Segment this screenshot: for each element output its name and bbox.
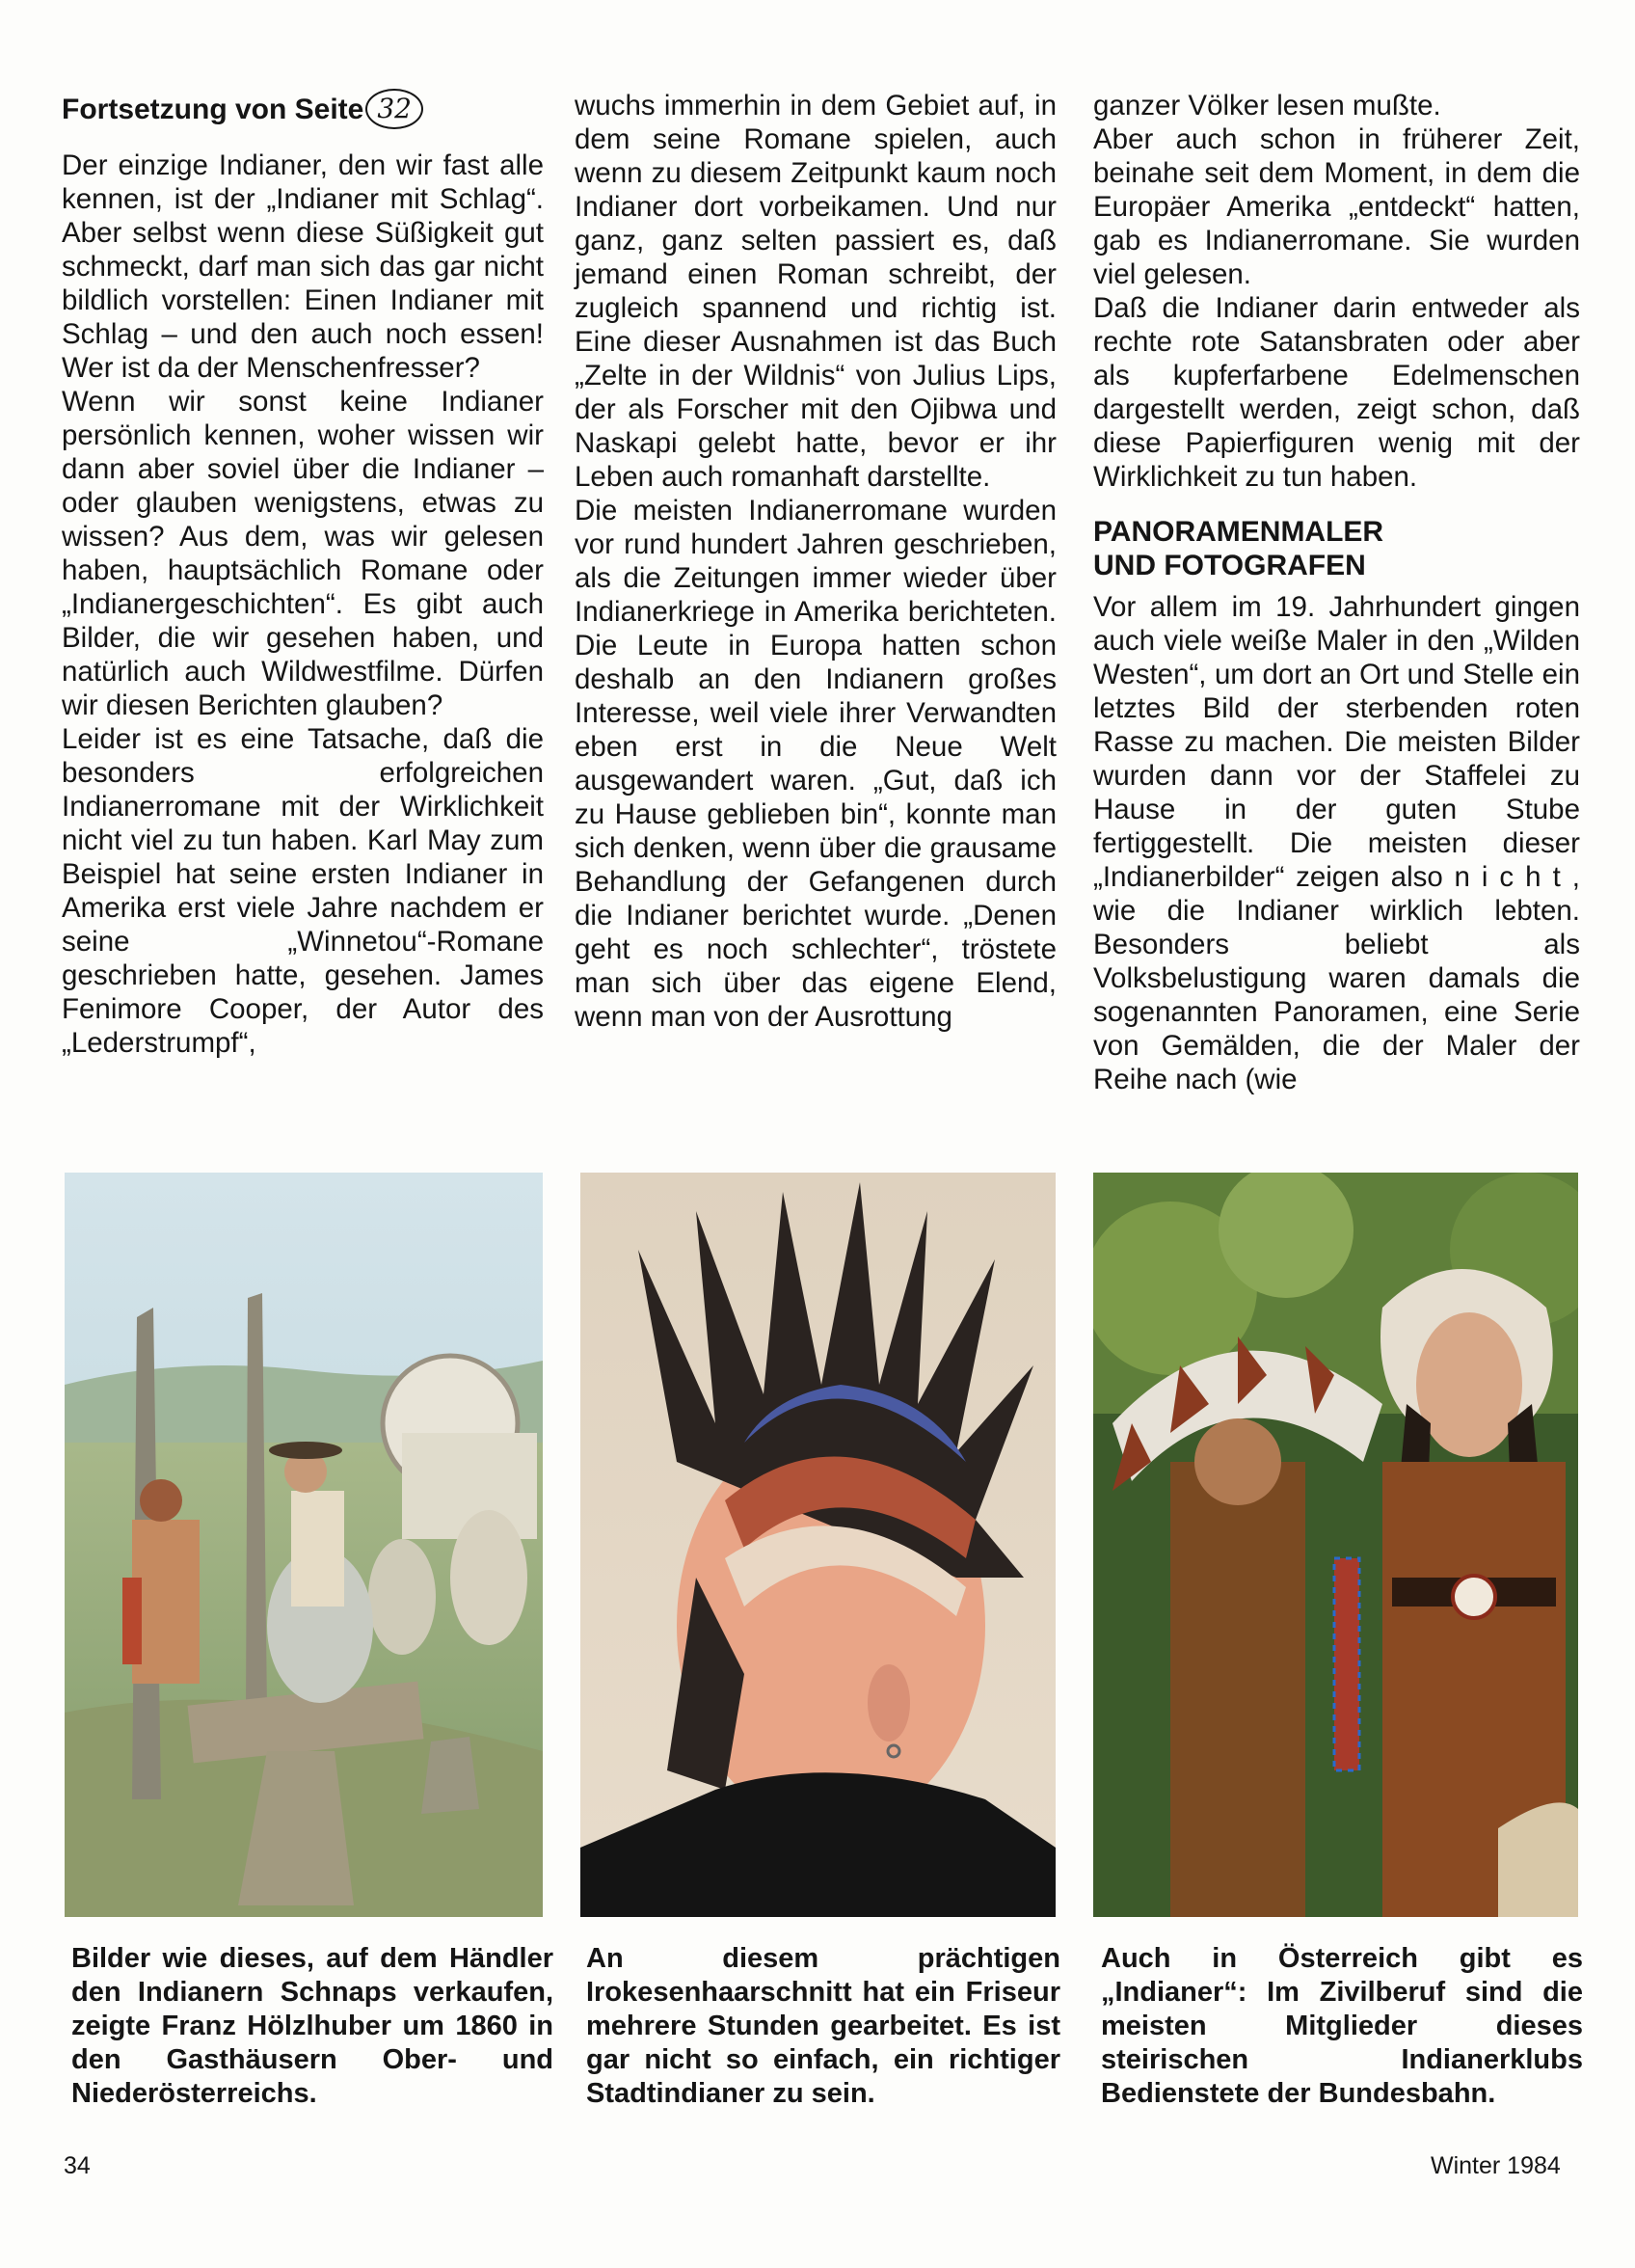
page-ref-circle: 32: [365, 89, 423, 129]
text-column-2: [575, 89, 1057, 1034]
emphasis-text: nicht: [1454, 861, 1572, 893]
paragraph: wuchs immerhin in dem Gebiet auf, in dem seine Romane spielen, auch wenn zu diesem Zeitpunkt kaum noch Indianer dort vorbeikamen. Und nur ganz, ganz selten passiert es, daß jemand einen Roman schreibt, der zugleich spannend und richtig ist. Eine dieser Ausnahmen ist das Buch „Zelte in der Wildnis“ von Julius Lips, der als Forscher mit den Ojibwa und Naskapi gelebt hatte, bevor er ihr Leben auch romanhaft darstellte.: [575, 90, 1057, 493]
issue-label: Winter 1984: [1431, 2152, 1561, 2179]
section-heading: [1093, 515, 1580, 582]
paragraph: Die meisten Indianerromane wurden vor rund hundert Jahren geschrieben, als die Zeitungen immer wieder über Indianerkriege in Amerika berichteten. Die Leute in Europa hatten schon deshalb an den Indianern großes Interesse, weil viele ihrer Verwandten eben erst in die Neue Welt ausgewandert waren. „Gut, daß ich zu Hause geblieben bin“, konnte man sich denken, wenn über die grausame Behandlung der Gefangenen durch die Indianer berichtet wurde. „Denen geht es noch schlechter“, tröstete man sich über das eigene Elend, wenn man von der Ausrottung: [575, 495, 1057, 1033]
paragraph-text: Vor allem im 19. Jahrhundert gingen auch viele weiße Maler in den „Wilden Westen“, um dort an Ort und Stelle ein letztes Bild der sterbenden roten Rasse zu machen. Die meisten Bilder wurden dann vor der Staffelei zu Hause in der guten Stube fertiggestellt. Die meisten dieser „Indianerbilder“ zeigen also: [1093, 591, 1580, 893]
mohawk-photo: [580, 1173, 1056, 1917]
paragraph-text: , wie die Indianer wirklich lebten. Besonders beliebt als Volksbelustigung waren damals die sogenannten Panoramen, eine Serie von Gemälden, die der Maler der Reihe nach (wie: [1093, 861, 1580, 1095]
section-heading-line: UND FOTOGRAFEN: [1093, 550, 1366, 581]
paragraph: Wenn wir sonst keine Indianer persönlich kennen, woher wissen wir dann aber soviel über die Indianer – oder glauben wenigstens, etwas zu wissen? Aus dem, was wir gelesen haben, hauptsächlich Romane oder „Indianergeschichten“. Es gibt auch Bilder, die wir gesehen haben, und natürlich auch Wildwestfilme. Dürfen wir diesen Berichten glauben?: [62, 386, 544, 721]
caption-indian-club: Auch in Österreich gibt es „Indianer“: Im Zivilberuf sind die meisten Mitglieder dieses steirischen Indianerklubs Bedienstete der Bundesbahn.: [1101, 1943, 1583, 2109]
paragraph: Daß die Indianer darin entweder als rechte rote Satansbraten oder aber als kupferfarbene Edelmenschen dargestellt werden, zeigt schon, daß diese Papierfiguren wenig mit der Wirklichkeit zu tun haben.: [1093, 292, 1580, 493]
paragraph: Der einzige Indianer, den wir fast alle kennen, ist der „Indianer mit Schlag“. Aber selbst wenn diese Süßigkeit gut schmeckt, darf man sich das gar nicht bildlich vorstellen: Einen Indianer mit Schlag – und den auch noch essen! Wer ist da der Menschenfresser?: [62, 149, 544, 384]
continuation-note: [62, 89, 544, 129]
caption-painting: Bilder wie dieses, auf dem Händler den Indianern Schnaps verkaufen, zeigte Franz Hölzlhuber um 1860 in den Gasthäusern Ober- und Niederösterreichs.: [71, 1943, 553, 2109]
paragraph: Aber auch schon in früherer Zeit, beinahe seit dem Moment, in dem die Europäer Amerika „entdeckt“ hatten, gab es Indianerromane. Sie wurden viel gelesen.: [1093, 123, 1580, 290]
indian-club-photo: [1093, 1173, 1578, 1917]
section-heading-line: PANORAMENMALER: [1093, 516, 1384, 548]
caption-mohawk: An diesem prächtigen Irokesenhaarschnitt hat ein Friseur mehrere Stunden gearbeitet. Es ist gar nicht so einfach, ein richtiger Stadtindianer zu sein.: [586, 1943, 1060, 2109]
paragraph: Leider ist es eine Tatsache, daß die besonders erfolgreichen Indianerromane mit der Wirklichkeit nicht viel zu tun haben. Karl May zum Beispiel hat seine ersten Indianer in Amerika erst viele Jahre nachdem er seine „Winnetou“-Romane geschrieben hatte, gesehen. James Fenimore Cooper, der Autor des „Lederstrumpf“,: [62, 723, 544, 1059]
paragraph: ganzer Völker lesen mußte.: [1093, 90, 1441, 122]
text-column-1: [62, 89, 544, 1060]
paragraph: [1093, 590, 1580, 1096]
painting-image: [65, 1173, 543, 1917]
text-column-3: [1093, 89, 1580, 1096]
page-number: 34: [64, 2152, 91, 2179]
continuation-label: Fortsetzung von Seite: [62, 93, 364, 125]
